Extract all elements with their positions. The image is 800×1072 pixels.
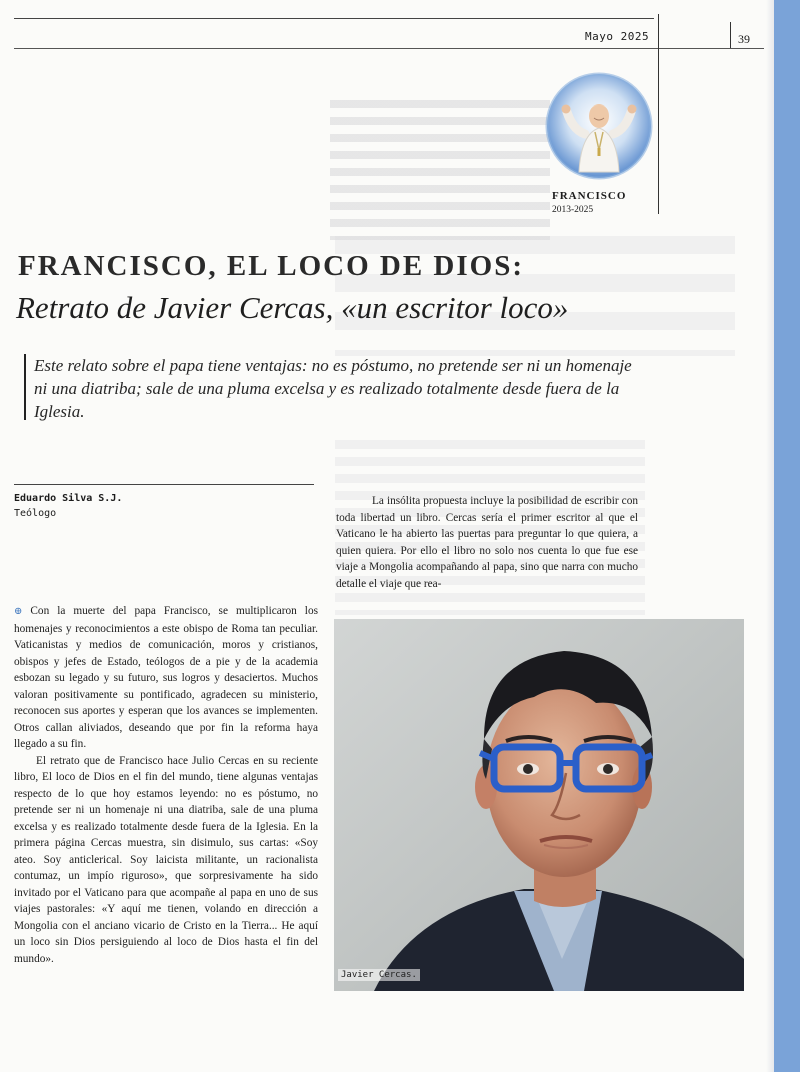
illustration-caption-years: 2013-2025 — [552, 205, 594, 215]
dek-bar — [24, 354, 26, 420]
article-dek: Este relato sobre el papa tiene ventajas: no es póstumo, no pretende ser ni un homenaje ni una diatriba; sale de una pluma excelsa y es realizado totalmente desde fuera de la Iglesia. — [34, 356, 632, 421]
header-vertical-rule — [658, 14, 659, 214]
article-headline: Retrato de Javier Cercas, «un escritor loco» — [16, 290, 569, 325]
byline-rule — [14, 484, 314, 485]
bleed-through-texture — [330, 100, 550, 240]
issue-month: Mayo 2025 — [585, 30, 650, 43]
article-kicker: FRANCISCO, EL LOCO DE DIOS: — [18, 250, 524, 282]
right-column-text — [336, 493, 638, 592]
body-paragraph: La insólita propuesta incluye la posibilidad de escribir con toda libertad un libro. Cercas sería el primer escritor al que el Vaticano le ha abierto las puertas para preguntar lo que quiera, a quien quiera. Por ello el libro no solo nos cuenta lo que fue ese viaje a Mongolia acompañando al papa, sino que narra con mucho detalle el viaje que rea- — [336, 495, 638, 590]
header-rule — [14, 48, 764, 49]
author-name: Eduardo Silva S.J. — [14, 493, 123, 504]
pope-illustration — [545, 72, 653, 180]
page-edge-shadow — [766, 0, 774, 1072]
paragraph-mark-icon: ⊕ — [14, 606, 23, 617]
portrait-photo — [334, 619, 744, 991]
page-number: 39 — [738, 32, 750, 46]
body-paragraph-2: El retrato que de Francisco hace Julio Cercas en su reciente libro, El loco de Dios en el fin del mundo, tiene algunas ventajas respecto de lo que hoy estamos leyendo: no es póstumo, no pretende ser ni un homenaje ni una diatriba, sale de una pluma excelsa y es realizado totalmente desde fuera de la Iglesia. En la primera página Cercas muestra, sin disimulo, sus cartas: «Soy ateo. Soy anticlerical. Soy laicista militante, un racionalista contumaz, un impío riguroso», que sorpresivamente ha sido invitado por el Vaticano para que acompañe al papa en uno de sus viajes pastorales: «Y aquí me tienen, volando en dirección a Mongolia con el anciano vicario de Cristo en la Tierra... He aquí un loco sin Dios persiguiendo al loco de Dios hasta el fin del mundo». — [14, 754, 318, 965]
header-rule-top — [14, 18, 654, 19]
author-role: Teólogo — [14, 508, 57, 519]
body-paragraph-1 — [14, 603, 318, 753]
header-vertical-rule-right — [730, 22, 731, 48]
left-column-text — [14, 603, 318, 967]
blue-page-edge — [774, 0, 800, 1072]
body-paragraph-1-text: Con la muerte del papa Francisco, se multiplicaron los homenajes y reconocimientos a este obispo de Roma tan peculiar. Vaticanistas y medios de comunicación, moros y cristianos, obispos y jefes de Estado, teólogos de a pie y de la academia esbozan su legado y su futuro, sus logros y desaciertos. Muchos valoran positivamente su pontificado, agradecen su ministerio, reconocen sus aportes y esperan que los avances se implementen. Otros callan aliviados, deseando que por fin la reforma haya llegado a su fin. — [14, 605, 318, 750]
photo-caption: Javier Cercas. — [338, 969, 420, 981]
illustration-caption-name: FRANCISCO — [552, 190, 627, 202]
